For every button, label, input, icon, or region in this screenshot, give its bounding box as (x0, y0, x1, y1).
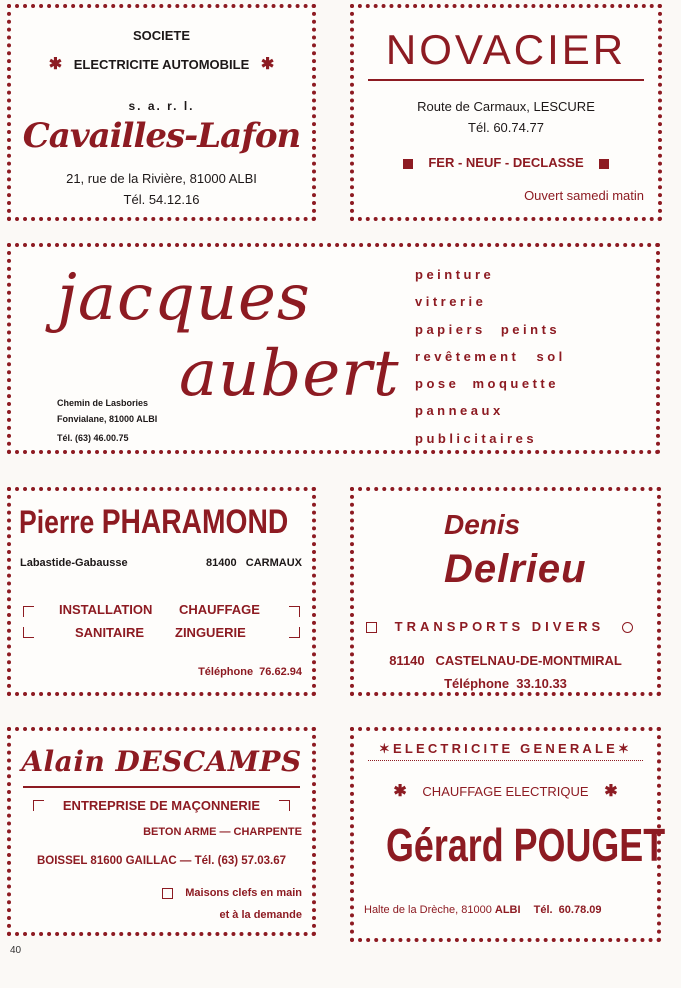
service-plumbing: SANITAIRE (75, 625, 145, 640)
banner: ✶ELECTRICITE GENERALE✶ (378, 741, 633, 756)
activity: ENTREPRISE DE MAÇONNERIE (62, 798, 261, 813)
address-line2: Fonvialane, 81000 ALBI (57, 414, 158, 424)
ad-gerard-pouget (350, 727, 666, 942)
postcode-city: 81400 CARMAUX (206, 557, 302, 569)
company-name: Cavailles-Lafon (22, 116, 301, 156)
opening-hours: Ouvert samedi matin (524, 188, 644, 203)
divider (368, 79, 644, 81)
service-item: publicitaires (415, 430, 538, 446)
service-item: papiers peints (415, 321, 561, 337)
ad-novacier (350, 4, 662, 221)
phone: Tél. 54.12.16 (123, 192, 200, 207)
service-item: revêtement sol (415, 348, 566, 364)
company-name-line2: aubert (179, 337, 400, 411)
service: ✱ CHAUFFAGE ELECTRIQUE ✱ (393, 783, 618, 800)
ad-pierre-pharamond (7, 487, 316, 696)
address: 21, rue de la Rivière, 81000 ALBI (66, 171, 257, 186)
asterisk-icon: ✱ (604, 783, 618, 800)
address-phone: BOISSEL 81600 GAILLAC — Tél. (63) 57.03.67 (36, 855, 287, 867)
service-heating: CHAUFFAGE (179, 602, 260, 617)
divider (368, 760, 643, 764)
ad-alain-descamps (7, 727, 316, 936)
bracket-icon (289, 606, 300, 617)
phone: Tél. 60.78.09 (533, 904, 602, 916)
activity: TRANSPORTS DIVERS (366, 619, 649, 634)
products: FER - NEUF - DECLASSE (354, 155, 658, 170)
address: Route de Carmaux, LESCURE (417, 99, 595, 114)
phone: Téléphone 33.10.33 (444, 676, 567, 691)
square-bullet-icon (599, 159, 609, 169)
circle-outline-icon (622, 622, 633, 633)
address-line1: Chemin de Lasbories (57, 398, 149, 408)
company-activity: ✱ ELECTRICITE AUTOMOBILE ✱ (48, 56, 275, 73)
service-item: panneaux (415, 403, 504, 419)
phone: Téléphone 76.62.94 (198, 666, 302, 678)
divider (23, 786, 300, 788)
phone: Tél. 60.74.77 (468, 120, 544, 135)
company-name: Alain DESCAMPS (21, 745, 302, 778)
asterisk-icon: ✱ (48, 56, 63, 73)
asterisk-icon: ✱ (393, 783, 407, 800)
bracket-icon (23, 606, 34, 617)
company-type: SOCIETE (132, 28, 191, 43)
address: Halte de la Drèche, 81000 ALBI Tél. 60.78.09 (364, 904, 602, 916)
service-item: peinture (415, 267, 495, 282)
ad-jacques-aubert (7, 243, 660, 454)
specialties: BETON ARME — CHARPENTE (143, 826, 302, 838)
company-legal-form: s. a. r. l. (128, 99, 195, 113)
company-name: Pierre PHARAMOND (19, 503, 289, 541)
square-outline-icon (162, 888, 173, 899)
square-outline-icon (366, 622, 377, 633)
offer-line2: et à la demande (219, 909, 302, 921)
company-name-line2: Delrieu (444, 547, 587, 591)
bracket-icon (289, 627, 300, 638)
ad-denis-delrieu (350, 487, 661, 696)
service-installation: INSTALLATION (59, 602, 153, 617)
services-list (415, 261, 566, 452)
service-zinc-work: ZINGUERIE (175, 625, 246, 640)
company-name-line1: jacques (57, 261, 311, 335)
page-number: 40 (10, 945, 22, 956)
service-item: vitrerie (415, 294, 487, 310)
asterisk-icon: ✱ (260, 56, 275, 73)
company-name: Gérard POUGET (386, 819, 666, 871)
company-name-line1: Denis (444, 509, 521, 540)
service-item: pose moquette (415, 376, 559, 392)
bracket-icon (23, 627, 34, 638)
phone: Tél. (63) 46.00.75 (57, 433, 129, 443)
offer-line1: Maisons clefs en main (162, 887, 302, 899)
square-bullet-icon (403, 159, 413, 169)
address: 81140 CASTELNAU-DE-MONTMIRAL (389, 653, 622, 668)
locality: Labastide-Gabausse (20, 557, 128, 569)
company-name: NOVACIER (385, 26, 627, 73)
ad-cavailles-lafon (7, 4, 316, 221)
